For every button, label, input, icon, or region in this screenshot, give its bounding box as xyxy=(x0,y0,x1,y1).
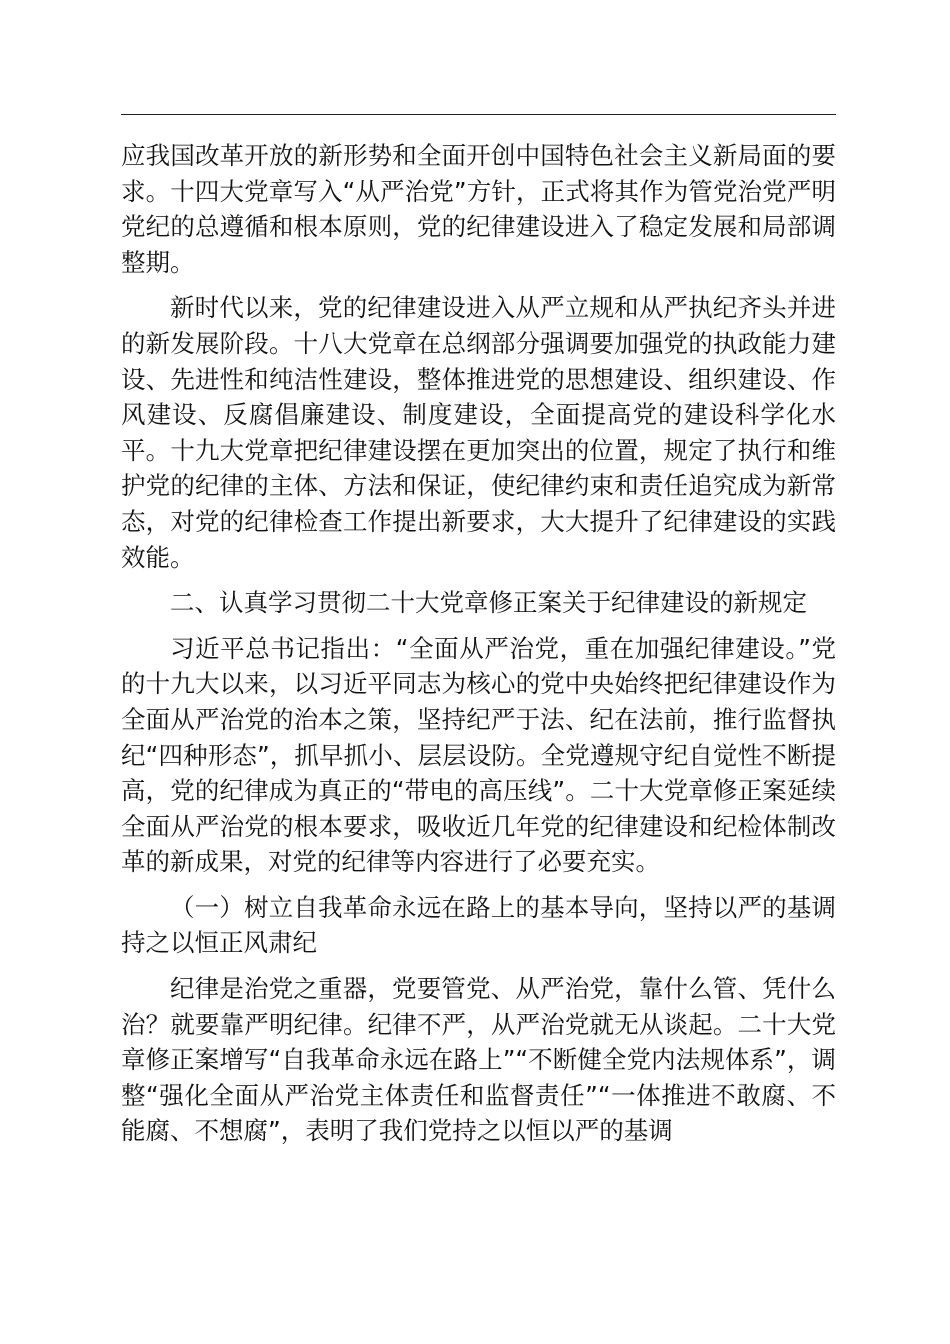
paragraph-xi-quote: 习近平总书记指出：“全面从严治党，重在加强纪律建设。”党的十九大以来，以习近平同志为核心的党中央始终把纪律建设作为全面从严治党的治本之策，坚持纪严于法、纪在法前，推行监督执纪“四种形态”，抓早抓小、层层设防。全党遵规守纪自觉性不断提高，党的纪律成为真正的“带电的高压线”。二十大党章修正案延续全面从严治党的根本要求，吸收近几年党的纪律建设和纪检体制改革的新成果，对党的纪律等内容进行了必要充实。 xyxy=(121,633,836,877)
section-heading-two: 二、认真学习贯彻二十大党章修正案关于纪律建设的新规定 xyxy=(170,588,807,618)
subsection-heading-one: （一）树立自我革命永远在路上的基本导向，坚持以严的基调持之以恒正风肃纪 xyxy=(121,892,836,958)
header-rule xyxy=(121,114,836,115)
paragraph-new-era: 新时代以来，党的纪律建设进入从严立规和从严执纪齐头并进的新发展阶段。十八大党章在总纲部分强调要加强党的执政能力建设、先进性和纯洁性建设，整体推进党的思想建设、组织建设、作风建设、反腐倡廉建设、制度建设，全面提高党的建设科学化水平。十九大党章把纪律建设摆在更加突出的位置，规定了执行和维护党的纪律的主体、方法和保证，使纪律约束和责任追究成为新常态，对党的纪律检查工作提出新要求，大大提升了纪律建设的实践效能。 xyxy=(121,293,836,572)
paragraph-discipline: 纪律是治党之重器，党要管党、从严治党，靠什么管、凭什么治？就要靠严明纪律。纪律不严，从严治党就无从谈起。二十大党章修正案增写“自我革命永远在路上”“不断健全党内法规体系”，调整“强化全面从严治党主体责任和监督责任”“一体推进不敢腐、不能腐、不想腐”，表明了我们党持之以恒以严的基调 xyxy=(121,974,836,1146)
paragraph-continuation: 应我国改革开放的新形势和全面开创中国特色社会主义新局面的要求。十四大党章写入“从严治党”方针，正式将其作为管党治党严明党纪的总遵循和根本原则，党的纪律建设进入了稳定发展和局部调整期。 xyxy=(121,141,836,277)
document-body xyxy=(121,138,836,1159)
